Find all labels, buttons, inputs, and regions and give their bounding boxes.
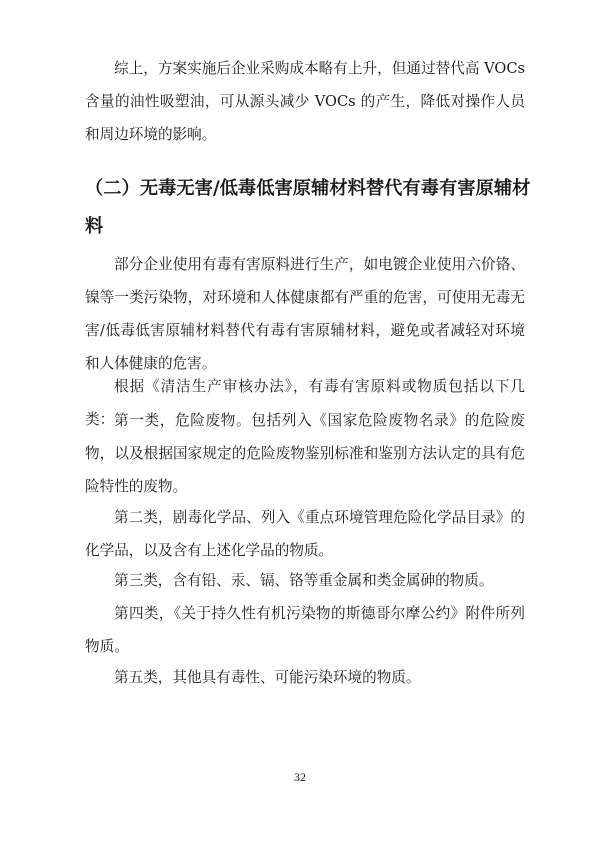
- paragraph-categories-intro: 根据《清洁生产审核办法》，有毒有害原料或物质包括以下几类：: [85, 378, 525, 428]
- paragraph-category-5: 第五类，其他具有毒性、可能污染环境的物质。: [114, 669, 421, 686]
- paragraph-intro: 部分企业使用有毒有害原料进行生产，如电镀企业使用六价铬、镍等一类污染物，对环境和人体健康都有严重的危害，可使用无毒无害/低毒低害原辅材料替代有毒有害原辅材料，避免或者减轻对环境和人体健康的危害。: [85, 256, 525, 372]
- paragraph-category-1: 第一类，危险废物。包括列入《国家危险废物名录》的危险废物，以及根据国家规定的危险废物鉴别标准和鉴别方法认定的具有危险特性的废物。: [85, 412, 525, 495]
- paragraph-category-2: 第二类，剧毒化学品、列入《重点环境管理危险化学品目录》的化学品，以及含有上述化学品的物质。: [85, 509, 525, 559]
- paragraph-category-3: 第三类，含有铅、汞、镉、铬等重金属和类金属砷的物质。: [114, 572, 494, 589]
- page-number: 32: [294, 770, 306, 784]
- paragraph-summary: 综上，方案实施后企业采购成本略有上升，但通过替代高 VOCs 含量的油性吸塑油，可从源头减少 VOCs 的产生，降低对操作人员和周边环境的影响。: [85, 60, 525, 143]
- section-heading: （二）无毒无害/低毒低害原辅材料替代有毒有害原辅材料: [85, 178, 531, 237]
- paragraph-category-4: 第四类，《关于持久性有机污染物的斯德哥尔摩公约》附件所列物质。: [85, 605, 525, 655]
